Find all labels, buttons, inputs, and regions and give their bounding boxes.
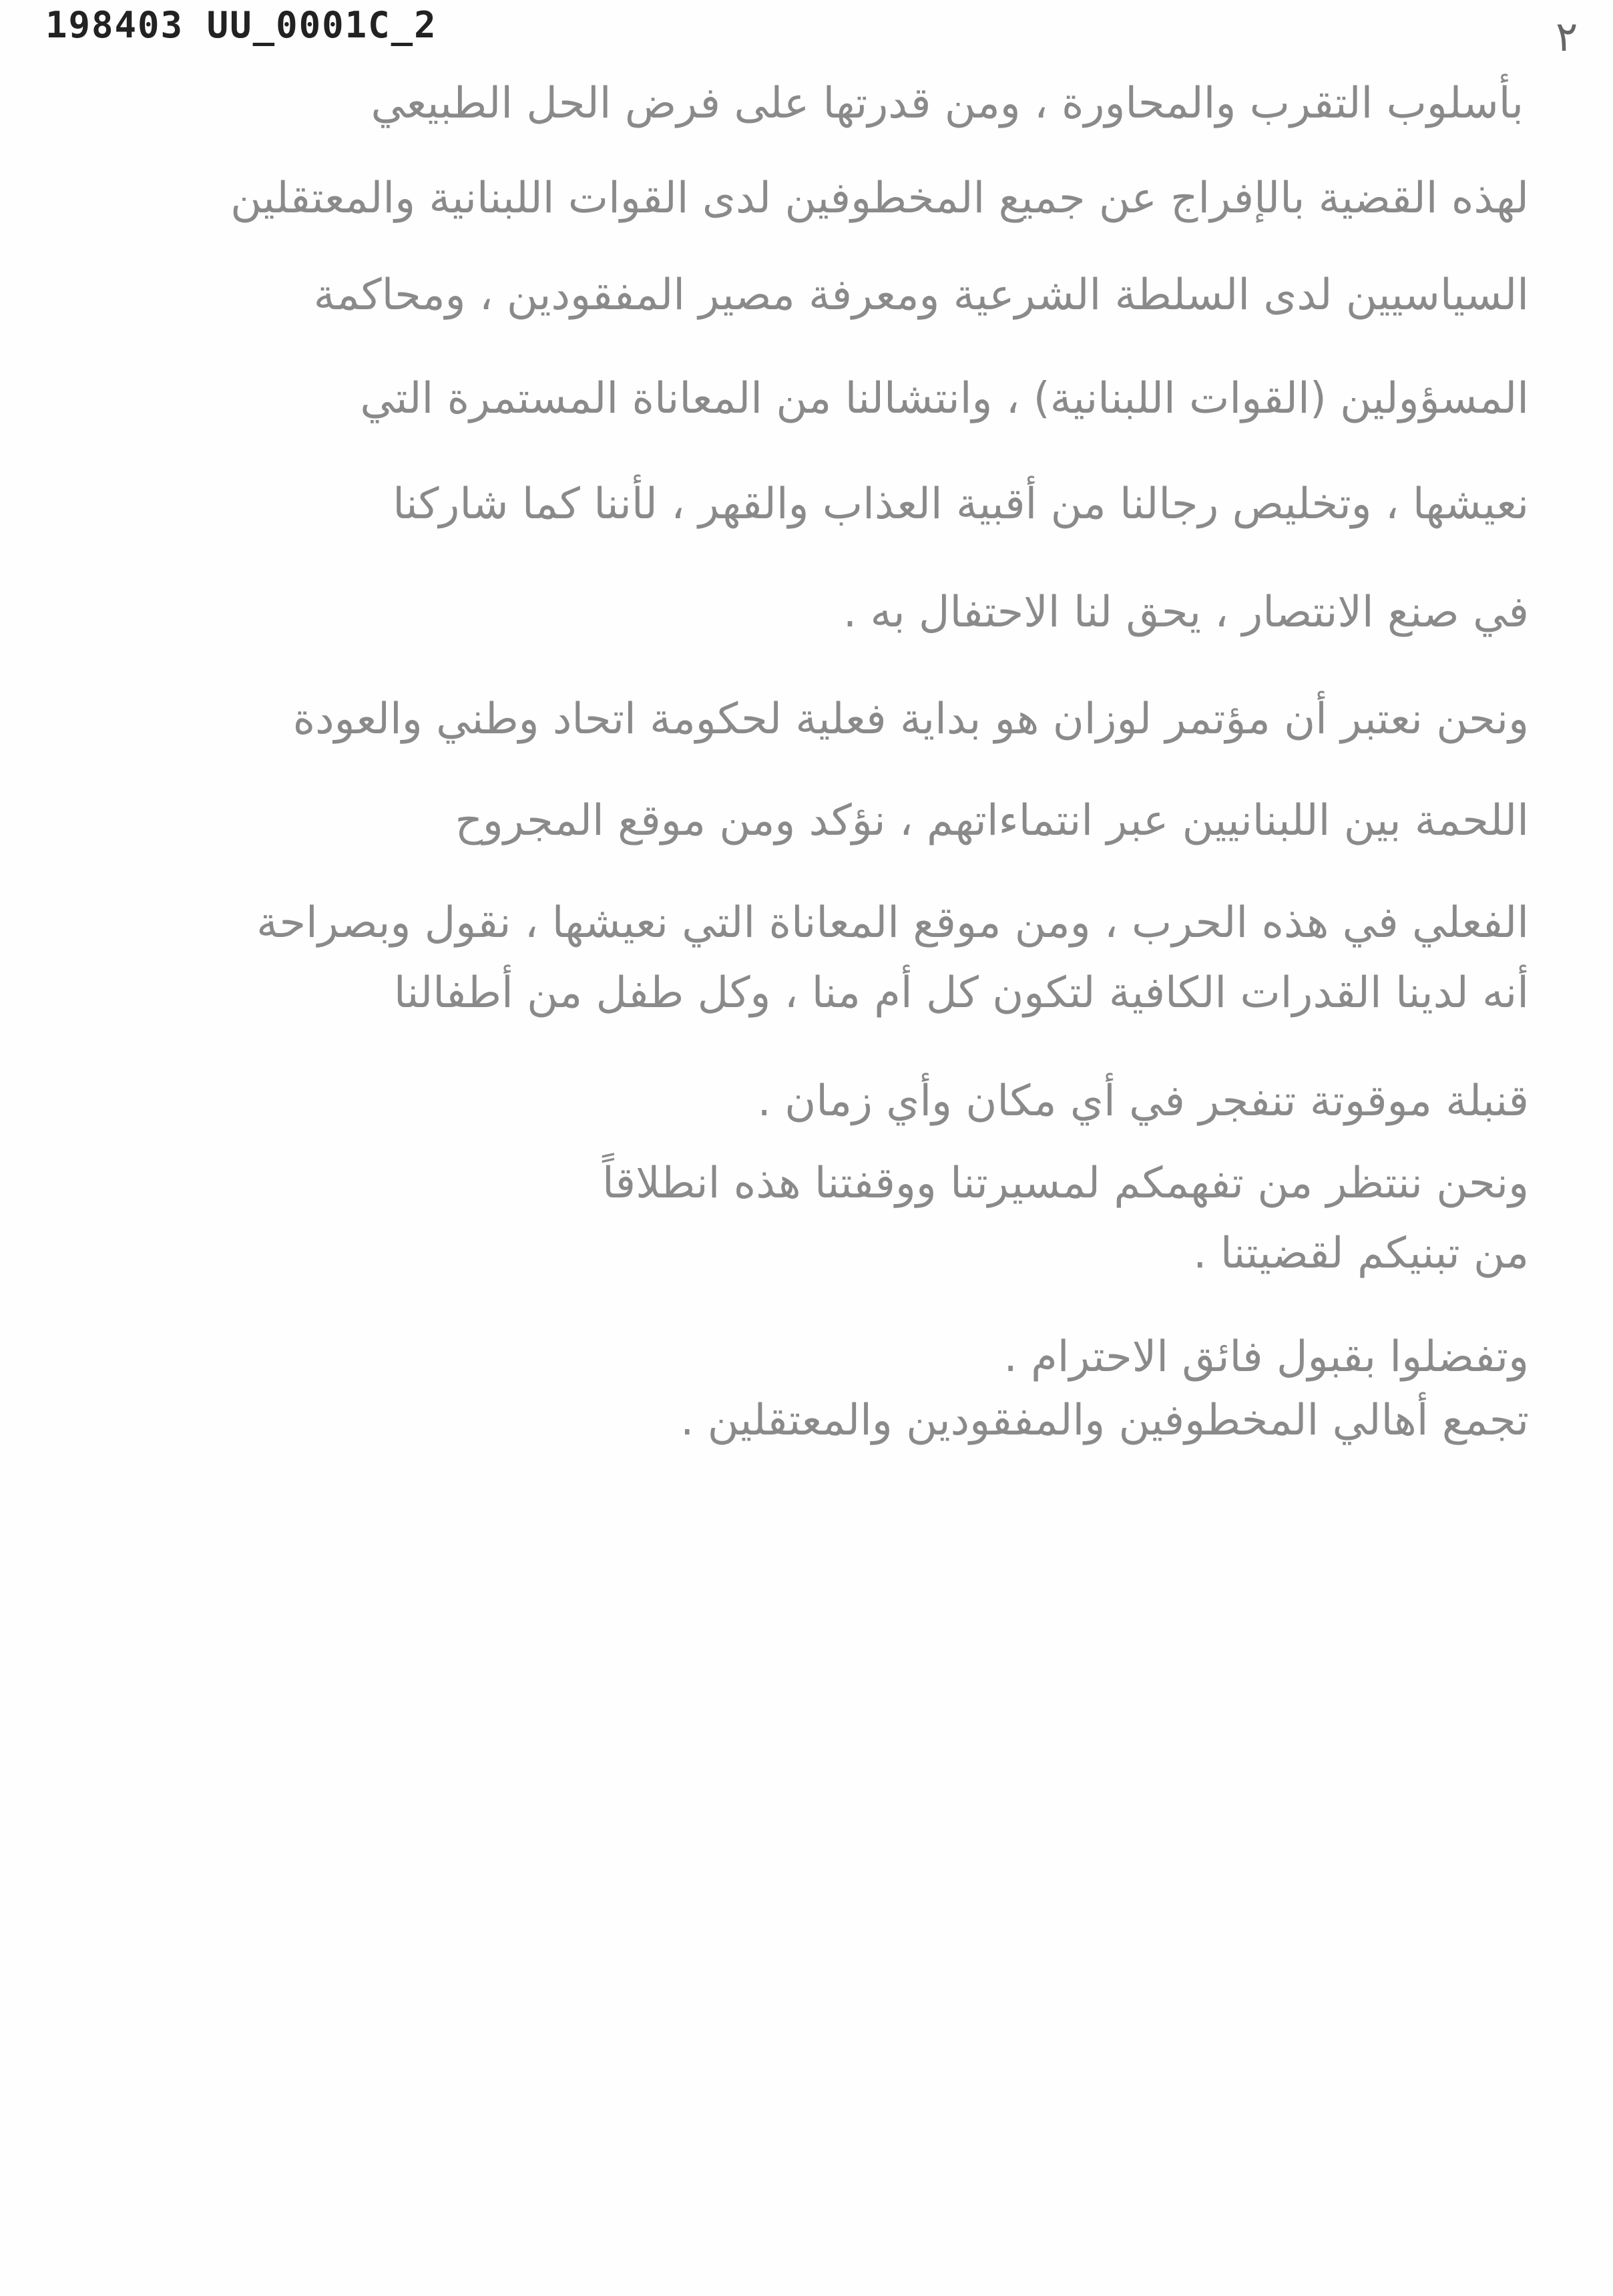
letter-line: من تبنيكم لقضيتنا . [1193,1229,1529,1278]
letter-line: ونحن نعتبر أن مؤتمر لوزان هو بداية فعلية لحكومة اتحاد وطني والعودة [292,695,1529,744]
letter-line: قنبلة موقوتة تنفجر في أي مكان وأي زمان . [757,1077,1529,1126]
letter-line: ونحن ننتظر من تفهمكم لمسيرتنا ووقفتنا هذه انطلاقاً [602,1159,1529,1208]
archive-reference-number: 198403 UU_0001C_2 [45,4,437,46]
letter-body [33,0,1529,2296]
letter-line: في صنع الانتصار ، يحق لنا الاحتفال به . [843,588,1529,637]
letter-line: أنه لدينا القدرات الكافية لتكون كل أم منا ، وكل طفل من أطفالنا [393,968,1529,1018]
letter-line: نعيشها ، وتخليص رجالنا من أقبية العذاب والقهر ، لأننا كما شاركنا [393,480,1529,529]
letter-line: الفعلي في هذه الحرب ، ومن موقع المعاناة التي نعيشها ، نقول وبصراحة [256,898,1529,948]
page-number: ٢ [1556,12,1578,61]
signature-line: تجمع أهالي المخطوفين والمفقودين والمعتقلين . [680,1396,1529,1445]
closing-line: وتفضلوا بقبول فائق الاحترام . [1003,1332,1529,1382]
letter-line: لهذه القضية بالإفراج عن جميع المخطوفين لدى القوات اللبنانية والمعتقلين [230,174,1529,223]
letter-line: المسؤولين (القوات اللبنانية) ، وانتشالنا من المعاناة المستمرة التي [360,374,1529,423]
letter-line: بأسلوب التقرب والمحاورة ، ومن قدرتها على فرض الحل الطبيعي [371,79,1524,128]
letter-line: اللحمة بين اللبنانيين عبر انتماءاتهم ، نؤكد ومن موقع المجروح [455,796,1529,845]
letter-line: السياسيين لدى السلطة الشرعية ومعرفة مصير المفقودين ، ومحاكمة [313,270,1529,320]
